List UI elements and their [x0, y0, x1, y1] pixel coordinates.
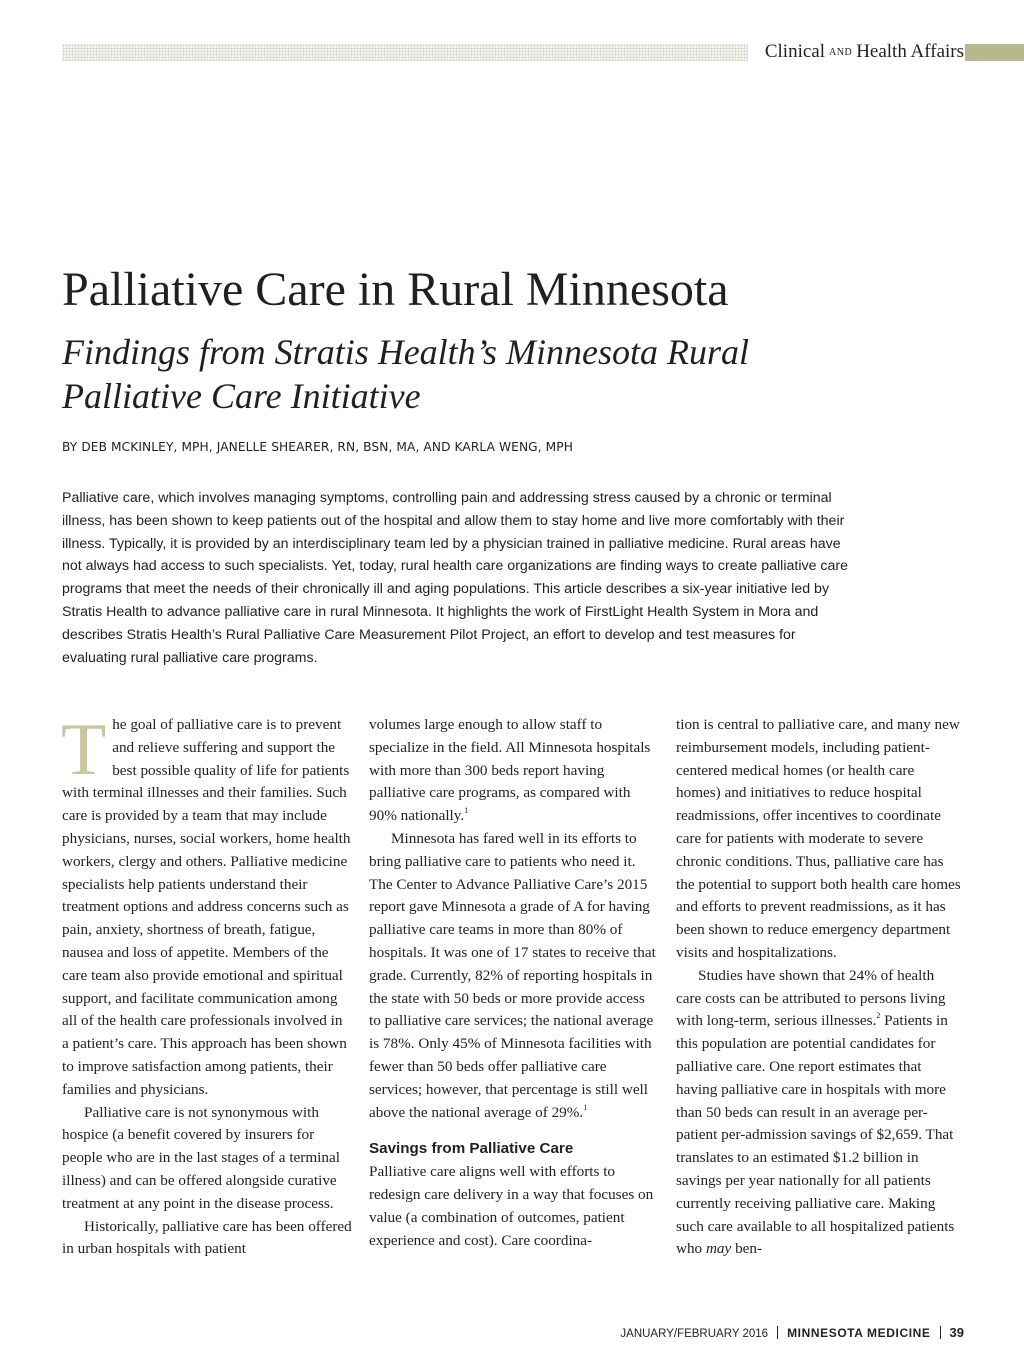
- body-paragraph: [676, 965, 962, 1261]
- body-column-2: [369, 714, 659, 1252]
- page-footer: [620, 1325, 964, 1340]
- body-paragraph-text: Minnesota has fared well in its efforts to bring palliative care to patients who need it. The Center to Advance Palliative Care’s 2015 report gave Minnesota a grade of A for having palliative care teams in more than 80% of hospitals. It was one of 17 states to receive that grade. Currently, 82% of reporting hospitals in the state with 50 beds or more provide access to palliative care services; the national average is 78%. Only 45% of Minnesota facilities with fewer than 50 beds offer palliative care services; however, that percentage is still well above the national average of 29%.: [369, 829, 656, 1121]
- body-paragraph: [369, 714, 659, 828]
- body-paragraph-text: ben-: [731, 1240, 763, 1258]
- footer-divider: [777, 1326, 778, 1339]
- header-accent-tab: [965, 44, 1024, 61]
- section-label: [765, 40, 964, 64]
- article-subtitle: Findings from Stratis Health’s Minnesota Rural Palliative Care Initiative: [62, 332, 750, 416]
- body-column-1: [61, 709, 352, 1261]
- body-paragraph: Palliative care is not synonymous with hospice (a benefit covered by insurers for people who are in the last stages of a terminal illness) and can be offered alongside curative treatment at any point in the disease process.: [62, 1103, 340, 1212]
- article-byline: BY DEB MCKINLEY, MPH, JANELLE SHEARER, RN, BSN, MA, AND KARLA WENG, MPH: [62, 440, 573, 454]
- section-heading: Savings from Palliative Care: [369, 1140, 574, 1158]
- section-label-health-affairs: Health Affairs: [856, 41, 964, 62]
- body-paragraph: tion is central to palliative care, and many new reimbursement models, including patient-centered medical homes (or health care homes) and initiatives to reduce hospital readmissions, offer incentives to coordinate care for patients with moderate to severe chronic conditions. Thus, palliative care has the potential to support both health care homes and efforts to prevent readmissions, as it has been shown to reduce emergency department visits and hospitalizations.: [676, 716, 961, 961]
- header-pattern-band: [62, 44, 748, 61]
- body-column-3: [676, 714, 962, 1261]
- reference-marker: 2: [876, 1011, 881, 1021]
- body-paragraph: Palliative care aligns well with efforts to redesign care delivery in a way that focuses on value (a combination of outcomes, patient experience and cost). Care coordina-: [369, 1163, 654, 1249]
- body-paragraph-text: volumes large enough to allow staff to specialize in the field. All Minnesota hospitals with more than 300 beds report having palliative care programs, as compared with 90% nationally.: [369, 716, 651, 825]
- footer-journal-name: MINNESOTA MEDICINE: [787, 1326, 931, 1340]
- body-paragraph: [61, 709, 352, 1102]
- emphasis-text: may: [705, 1240, 732, 1258]
- page-number: 39: [949, 1325, 964, 1340]
- body-paragraph-text: Patients in this population are potential candidates for palliative care. One report estimates that having palliative care in hospitals with more than 50 beds can result in an average per-patient per-admission savings of $2,659. That translates to an estimated $1.2 billion in savings per year nationally for all patients currently receiving palliative care. Making such care available to all hospitalized patients who: [676, 1012, 955, 1258]
- article-abstract: Palliative care, which involves managing symptoms, controlling pain and addressing stress caused by a chronic or terminal illness, has been shown to keep patients out of the hospital and allow them to stay home and live more comfortably with their illness. Typically, it is provided by an interdisciplinary team led by a physician trained in palliative medicine. Rural areas have not always had access to such specialists. Yet, today, rural health care organizations are finding ways to create palliative care programs that meet the needs of their chronically ill and aging populations. This article describes a six-year initiative led by Stratis Health to advance palliative care in rural Minnesota. It highlights the work of FirstLight Health System in Mora and describes Stratis Health’s Rural Palliative Care Measurement Pilot Project, an effort to develop and test measures for evaluating rural palliative care programs.: [62, 490, 848, 666]
- body-paragraph: [369, 828, 659, 1124]
- reference-marker: 1: [464, 806, 469, 816]
- reference-marker: 1: [583, 1102, 588, 1112]
- drop-cap: T: [61, 709, 107, 791]
- section-label-and: AND: [829, 47, 853, 58]
- body-paragraph: Historically, palliative care has been offered in urban hospitals with patient: [62, 1217, 352, 1258]
- body-paragraph-text: Studies have shown that 24% of health care costs can be attributed to persons living with long-term, serious illnesses.: [676, 966, 946, 1030]
- section-label-clinical: Clinical: [764, 41, 826, 62]
- footer-divider: [940, 1326, 941, 1339]
- article-title: Palliative Care in Rural Minnesota: [62, 263, 729, 316]
- body-paragraph-text: he goal of palliative care is to prevent and relieve suffering and support the best possible quality of life for patients with terminal illnesses and their families. Such care is provided by a team that may include physicians, nurses, social workers, home health workers, clergy and others. Palliative medicine specialists help patients understand their treatment options and address concerns such as pain, anxiety, shortness of breath, fatigue, nausea and loss of appetite. Members of the care team also provide emotional and spiritual support, and facilitate communication among all of the health care professionals involved in a patient’s care. This approach has been shown to improve satisfaction among patients, their families and physicians.: [62, 716, 351, 1098]
- footer-issue: JANUARY/FEBRUARY 2016: [620, 1328, 769, 1340]
